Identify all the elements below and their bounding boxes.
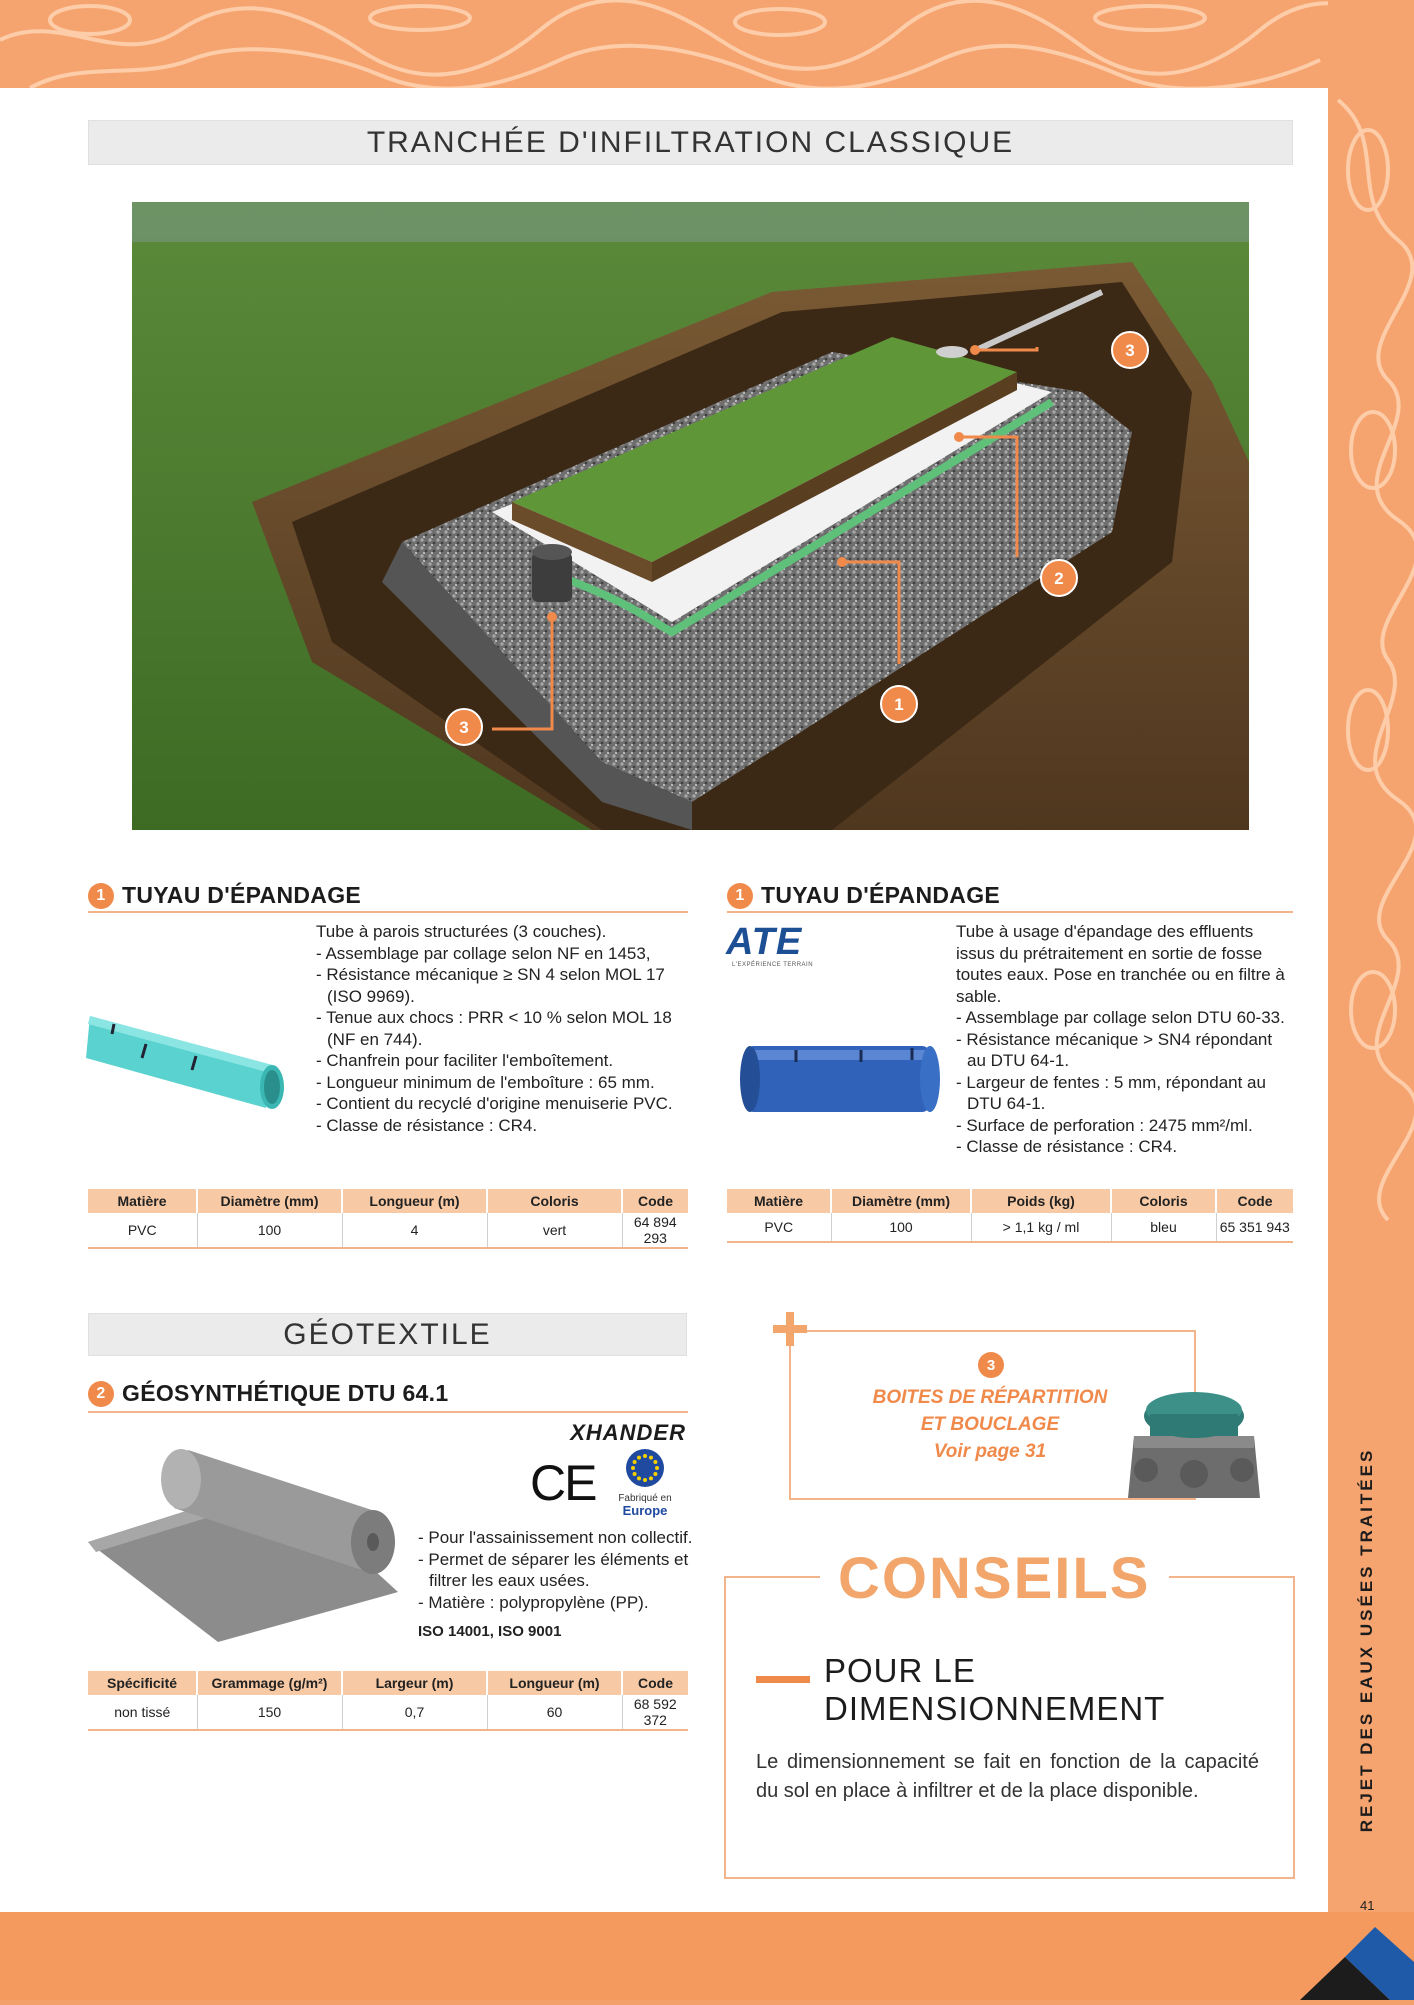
product1-desc-line: - Tenue aux chocs : PRR < 10 % selon MOL 18 (NF en 744). xyxy=(316,1008,672,1049)
product2-number: 1 xyxy=(727,883,753,909)
conseils-subtitle xyxy=(824,1652,1165,1728)
marker-2-label: 2 xyxy=(1054,569,1064,588)
table-cell: non tissé xyxy=(88,1695,197,1730)
ce-mark: CE xyxy=(530,1455,596,1511)
conseils-subtitle-line1: POUR LE xyxy=(824,1652,976,1689)
page-number: 41 xyxy=(1360,1898,1375,1913)
geo-iso: ISO 14001, ISO 9001 xyxy=(418,1623,562,1640)
product1-title-text: TUYAU D'ÉPANDAGE xyxy=(122,882,362,908)
conseils-title: CONSEILS xyxy=(820,1546,1169,1612)
product2-title-text: TUYAU D'ÉPANDAGE xyxy=(761,882,1001,908)
geotextile-band-title: GÉOTEXTILE xyxy=(283,1317,492,1351)
product2-spec-table xyxy=(727,1189,1293,1243)
ate-logo-tagline: L'EXPÉRIENCE TERRAIN xyxy=(732,962,814,968)
product1-desc-line: - Classe de résistance : CR4. xyxy=(316,1115,538,1135)
table-cell: PVC xyxy=(727,1213,831,1242)
column-header: Coloris xyxy=(487,1189,622,1213)
table-cell: PVC xyxy=(88,1213,197,1248)
distribution-box-image xyxy=(1124,1386,1264,1510)
column-header: Code xyxy=(1216,1189,1293,1213)
column-header: Diamètre (mm) xyxy=(197,1189,342,1213)
geo-desc-line: - Permet de séparer les éléments et filtrer les eaux usées. xyxy=(418,1549,689,1590)
column-header: Poids (kg) xyxy=(971,1189,1111,1213)
green-pipe-illustration xyxy=(86,1004,296,1114)
geo-title xyxy=(88,1380,448,1407)
table-cell: 100 xyxy=(831,1213,971,1242)
callout-text xyxy=(850,1384,1130,1465)
table-cell: 100 xyxy=(197,1213,342,1248)
column-header: Longueur (m) xyxy=(342,1189,487,1213)
side-section-label-text: REJET DES EAUX USÉES TRAITÉES xyxy=(1357,1447,1376,1833)
trench-illustration xyxy=(132,202,1249,830)
callout-page-link[interactable]: Voir page 31 xyxy=(933,1441,1047,1462)
table-cell: 64 894 293 xyxy=(622,1213,688,1248)
column-header: Matière xyxy=(88,1189,197,1213)
trench-cross-section-image xyxy=(132,202,1249,830)
product2-desc-line: - Assemblage par collage selon DTU 60-33. xyxy=(956,1008,1285,1027)
product2-desc-line: - Résistance mécanique > SN4 répondant au DTU 64-1. xyxy=(956,1029,1273,1070)
table-cell: 150 xyxy=(197,1695,342,1730)
column-header: Coloris xyxy=(1111,1189,1216,1213)
distribution-box-illustration xyxy=(1124,1386,1264,1510)
conseils-subtitle-line2: DIMENSIONNEMENT xyxy=(824,1690,1166,1727)
marker-1-label: 1 xyxy=(894,695,904,714)
product1-desc-line: - Assemblage par collage selon NF en 1453, xyxy=(316,943,651,963)
eu-badge-line1: Fabriqué en xyxy=(618,1493,672,1504)
column-header: Matière xyxy=(727,1189,831,1213)
corner-chevron-decoration xyxy=(0,1912,1414,2000)
marker-3-top-label: 3 xyxy=(1125,341,1135,360)
column-header: Largeur (m) xyxy=(342,1671,487,1695)
geotextile-band xyxy=(88,1313,687,1356)
geo-desc-line: - Pour l'assainissement non collectif. xyxy=(418,1528,693,1547)
product2-desc-line: - Largeur de fentes : 5 mm, répondant au DTU 64-1. xyxy=(956,1072,1266,1113)
product1-desc-line: - Contient du recyclé d'origine menuiserie PVC. xyxy=(316,1094,673,1113)
main-title-band xyxy=(88,120,1293,165)
main-title: TRANCHÉE D'INFILTRATION CLASSIQUE xyxy=(366,125,1015,159)
ate-brand-logo xyxy=(726,922,826,982)
eu-badge-line2: Europe xyxy=(622,1503,668,1518)
product1-desc-line: Tube à parois structurées (3 couches). xyxy=(316,922,607,941)
product1-title xyxy=(88,882,361,909)
table-cell: 68 592 372 xyxy=(622,1695,688,1730)
column-header: Grammage (g/m²) xyxy=(197,1671,342,1695)
product1-spec-table xyxy=(88,1189,688,1249)
column-header: Code xyxy=(622,1189,688,1213)
blue-pipe-image xyxy=(736,1036,942,1120)
table-header-row xyxy=(727,1189,1293,1213)
geo-title-text: GÉOSYNTHÉTIQUE DTU 64.1 xyxy=(122,1380,449,1406)
product2-description xyxy=(956,921,1294,1158)
eu-flag-icon xyxy=(619,1448,671,1488)
product1-desc-line: - Résistance mécanique ≥ SN 4 selon MOL 17 (ISO 9969). xyxy=(316,965,665,1006)
geo-description xyxy=(418,1527,693,1643)
plus-icon xyxy=(773,1312,807,1346)
product2-rule xyxy=(727,911,1293,913)
table-cell: vert xyxy=(487,1213,622,1248)
column-header: Code xyxy=(622,1671,688,1695)
product1-desc-line: - Chanfrein pour faciliter l'emboîtement. xyxy=(316,1051,614,1070)
geo-desc-line: - Matière : polypropylène (PP). xyxy=(418,1592,649,1612)
table-cell: > 1,1 kg / ml xyxy=(971,1213,1111,1242)
table-row xyxy=(88,1213,688,1248)
product1-number: 1 xyxy=(88,883,114,909)
table-row xyxy=(727,1213,1293,1242)
callout-line1: BOITES DE RÉPARTITION xyxy=(872,1387,1108,1408)
table-cell: 4 xyxy=(342,1213,487,1248)
product1-rule xyxy=(88,911,688,913)
table-header-row xyxy=(88,1189,688,1213)
product2-desc-line: Tube à usage d'épandage des effluents issus du prétraitement en sortie de fosse toutes eaux. Pose en tranchée ou en filtre à sable. xyxy=(956,922,1285,1006)
geo-rule xyxy=(88,1411,688,1413)
xhander-brand-logo: XHANDER xyxy=(570,1420,686,1445)
conseils-body: Le dimensionnement se fait en fonction de la capacité du sol en place à infiltrer et de la place disponible. xyxy=(756,1751,1259,1802)
top-decorative-banner xyxy=(0,0,1414,88)
product2-title xyxy=(727,882,1000,909)
bottom-decorative-banner xyxy=(0,1912,1414,2000)
blue-pipe-illustration xyxy=(736,1036,942,1120)
geotextile-roll-illustration xyxy=(88,1442,404,1647)
product1-description xyxy=(316,921,694,1136)
column-header: Diamètre (mm) xyxy=(831,1189,971,1213)
callout-line2: ET BOUCLAGE xyxy=(920,1414,1060,1435)
conseils-subtitle-bar xyxy=(756,1676,810,1683)
column-header: Longueur (m) xyxy=(487,1671,622,1695)
water-pattern-decoration xyxy=(0,0,1414,88)
geo-spec-table xyxy=(88,1671,688,1731)
product2-desc-line: - Classe de résistance : CR4. xyxy=(956,1137,1178,1156)
product2-desc-line: - Surface de perforation : 2475 mm²/ml. xyxy=(956,1115,1253,1135)
geotextile-roll-image xyxy=(88,1442,404,1647)
made-in-europe-badge xyxy=(610,1448,680,1516)
side-section-label xyxy=(1355,1447,1379,1833)
callout-number: 3 xyxy=(978,1352,1004,1378)
green-pipe-image xyxy=(86,1004,296,1114)
table-cell: 65 351 943 xyxy=(1216,1213,1293,1242)
table-cell: bleu xyxy=(1111,1213,1216,1242)
column-header: Spécificité xyxy=(88,1671,197,1695)
ate-logo-text: ATE xyxy=(726,921,803,963)
table-header-row xyxy=(88,1671,688,1695)
geo-number: 2 xyxy=(88,1381,114,1407)
table-row xyxy=(88,1695,688,1730)
table-cell: 0,7 xyxy=(342,1695,487,1730)
product1-desc-line: - Longueur minimum de l'emboîture : 65 mm. xyxy=(316,1072,655,1092)
table-cell: 60 xyxy=(487,1695,622,1730)
marker-3-left-label: 3 xyxy=(459,718,469,737)
